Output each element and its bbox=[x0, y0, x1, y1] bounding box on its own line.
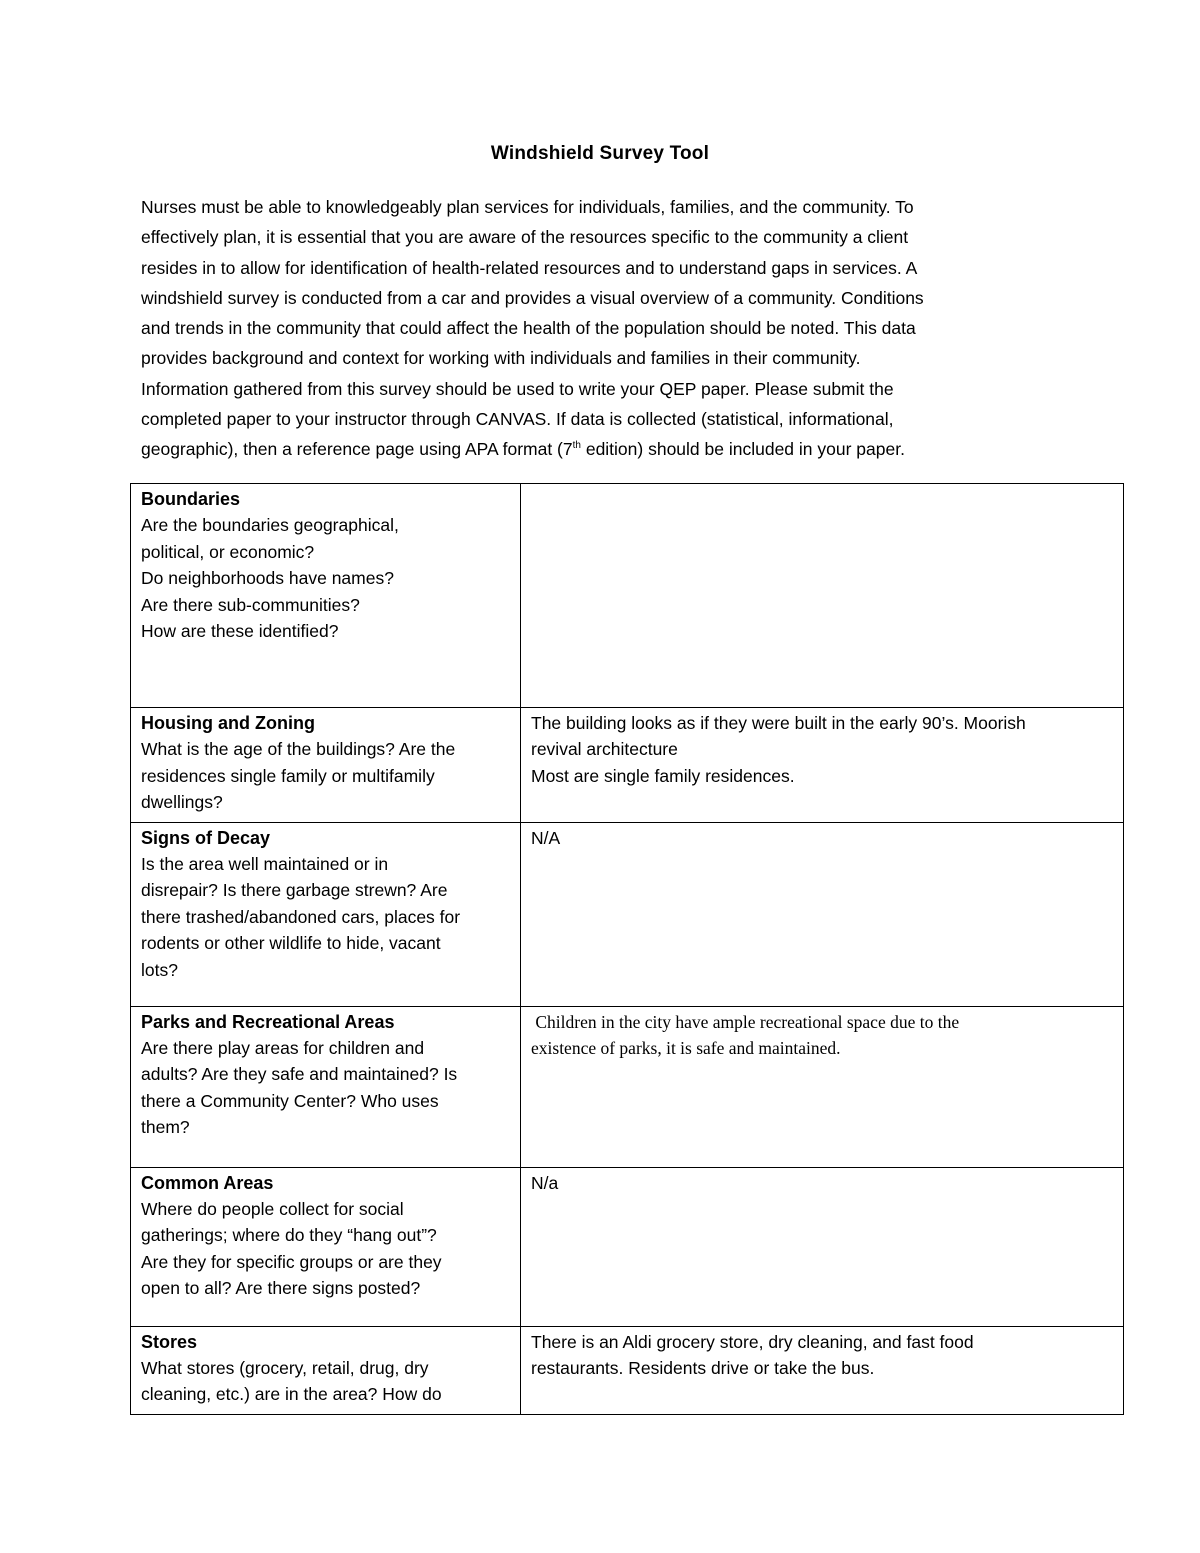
question-line: What is the age of the buildings? Are the bbox=[141, 739, 456, 760]
question-line: What stores (grocery, retail, drug, dry bbox=[141, 1358, 429, 1379]
question-line: there trashed/abandoned cars, places for bbox=[141, 906, 461, 927]
question-line: them? bbox=[141, 1117, 190, 1138]
answer-line: revival architecture bbox=[531, 739, 678, 760]
intro-line: provides background and context for working with individuals and families in their community. bbox=[141, 348, 861, 369]
answer-cell[interactable] bbox=[521, 708, 1124, 823]
question-cell bbox=[131, 1326, 521, 1414]
question-line: disrepair? Is there garbage strewn? Are bbox=[141, 880, 448, 901]
page-title: Windshield Survey Tool bbox=[490, 143, 710, 164]
row-heading: Boundaries bbox=[141, 489, 241, 509]
question-line: lots? bbox=[141, 959, 178, 980]
intro-line: effectively plan, it is essential that you are aware of the resources specific to the community a client bbox=[141, 227, 909, 248]
question-line: Do neighborhoods have names? bbox=[141, 568, 394, 589]
survey-row-common-areas bbox=[131, 1167, 1124, 1326]
intro-line: Information gathered from this survey should be used to write your QEP paper. Please submit the bbox=[141, 378, 894, 399]
answer-line: Children in the city have ample recreational space due to the bbox=[531, 1011, 960, 1032]
answer-cell[interactable] bbox=[521, 1326, 1124, 1414]
intro-line: and trends in the community that could affect the health of the population should be noted. This data bbox=[141, 318, 916, 339]
answer-line: The building looks as if they were built in the early 90’s. Moorish bbox=[531, 713, 1026, 733]
answer-cell[interactable] bbox=[521, 822, 1124, 1006]
question-line: cleaning, etc.) are in the area? How do bbox=[141, 1384, 442, 1405]
question-line: residences single family or multifamily bbox=[141, 765, 435, 786]
intro-line-last bbox=[141, 434, 1061, 464]
question-line: Where do people collect for social bbox=[141, 1199, 404, 1220]
answer-line: N/a bbox=[531, 1172, 559, 1193]
question-line: Is the area well maintained or in bbox=[141, 854, 389, 875]
row-heading: Signs of Decay bbox=[141, 827, 271, 848]
intro-line: resides in to allow for identification of health-related resources and to understand gaps in services. A bbox=[141, 257, 918, 278]
question-line: Are they for specific groups or are they bbox=[141, 1251, 442, 1272]
question-line: Are there play areas for children and bbox=[141, 1038, 425, 1059]
answer-cell[interactable] bbox=[521, 1167, 1124, 1326]
intro-last-before: geographic), then a reference page using APA format (7 bbox=[141, 439, 573, 460]
answer-line: Most are single family residences. bbox=[531, 765, 795, 786]
question-cell bbox=[131, 484, 521, 708]
answer-line: There is an Aldi grocery store, dry cleaning, and fast food bbox=[531, 1331, 974, 1352]
survey-row-parks-recreation bbox=[131, 1006, 1124, 1167]
question-line: there a Community Center? Who uses bbox=[141, 1090, 439, 1111]
question-line: political, or economic? bbox=[141, 541, 315, 562]
question-line: dwellings? bbox=[141, 792, 223, 813]
edition-superscript: th bbox=[572, 440, 581, 452]
question-line: Are the boundaries geographical, bbox=[141, 515, 399, 536]
row-heading: Common Areas bbox=[141, 1172, 274, 1193]
answer-line: restaurants. Residents drive or take the bus. bbox=[531, 1358, 875, 1379]
survey-row-housing-zoning bbox=[131, 708, 1124, 823]
answer-line: existence of parks, it is safe and maintained. bbox=[531, 1038, 841, 1059]
answer-line: N/A bbox=[531, 827, 561, 848]
row-heading: Stores bbox=[141, 1331, 198, 1352]
question-cell bbox=[131, 1167, 521, 1326]
survey-row-signs-of-decay bbox=[131, 822, 1124, 1006]
question-line: How are these identified? bbox=[141, 621, 339, 642]
intro-line: Nurses must be able to knowledgeably plan services for individuals, families, and the community. To bbox=[141, 197, 914, 217]
answer-cell[interactable] bbox=[521, 484, 1124, 708]
question-cell bbox=[131, 708, 521, 823]
question-cell bbox=[131, 822, 521, 1006]
survey-row-boundaries bbox=[131, 484, 1124, 708]
answer-cell[interactable] bbox=[521, 1006, 1124, 1167]
survey-table bbox=[130, 483, 1124, 1415]
row-heading: Housing and Zoning bbox=[141, 713, 315, 733]
intro-line: completed paper to your instructor through CANVAS. If data is collected (statistical, informational, bbox=[141, 409, 894, 430]
question-line: adults? Are they safe and maintained? Is bbox=[141, 1064, 458, 1085]
intro-line: windshield survey is conducted from a car and provides a visual overview of a community. Conditions bbox=[141, 287, 924, 308]
survey-row-stores bbox=[131, 1326, 1124, 1414]
question-line: open to all? Are there signs posted? bbox=[141, 1278, 421, 1299]
row-heading: Parks and Recreational Areas bbox=[141, 1011, 395, 1032]
question-line: rodents or other wildlife to hide, vacant bbox=[141, 933, 441, 954]
question-cell bbox=[131, 1006, 521, 1167]
question-line: Are there sub-communities? bbox=[141, 594, 360, 615]
intro-last-after: edition) should be included in your paper. bbox=[580, 439, 905, 460]
intro-paragraph bbox=[141, 192, 1061, 465]
question-line: gatherings; where do they “hang out”? bbox=[141, 1225, 437, 1246]
